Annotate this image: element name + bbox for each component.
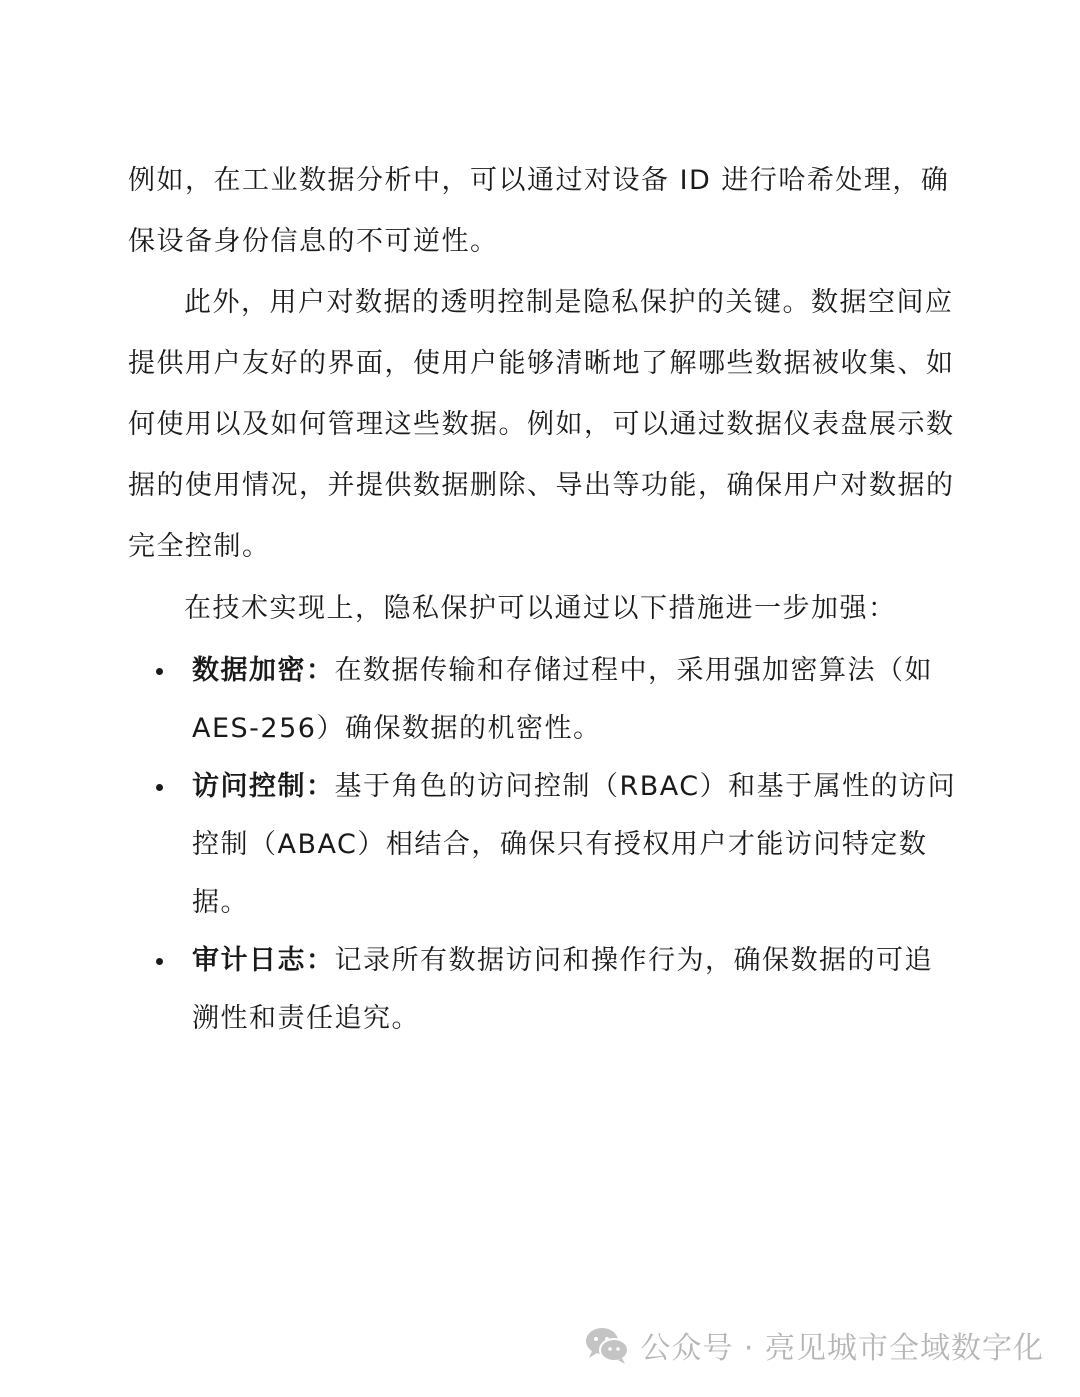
footer-text: 公众号 · 亮见城市全域数字化 — [640, 1331, 1044, 1366]
wechat-icon — [584, 1325, 630, 1365]
paragraph-line: 保设备身份信息的不可逆性。 — [128, 226, 499, 257]
list-item-access-control — [150, 758, 957, 932]
bullet-text: 记录所有数据访问和操作行为，确保数据的可追 — [334, 945, 933, 976]
paragraph-transparency-control — [128, 272, 955, 577]
bullet-text: AES-256）确保数据的机密性。 — [192, 713, 602, 744]
paragraph-line: 何使用以及如何管理这些数据。例如，可以通过数据仪表盘展示数 — [128, 409, 955, 440]
list-item-audit-log — [150, 932, 950, 1048]
bullet-text: 据。 — [192, 887, 249, 918]
paragraph-line: 例如，在工业数据分析中，可以通过对设备 ID 进行哈希处理，确 — [128, 165, 950, 196]
bullet-icon — [156, 668, 163, 675]
bullet-text: 在数据传输和存储过程中，采用强加密算法（如 — [334, 655, 933, 686]
list-item-encryption — [150, 642, 950, 758]
bullet-text: 溯性和责任追究。 — [192, 1003, 420, 1034]
paragraph-line: 此外，用户对数据的透明控制是隐私保护的关键。数据空间应 — [184, 287, 954, 318]
paragraph-line: 提供用户友好的界面，使用户能够清晰地了解哪些数据被收集、如 — [128, 348, 955, 379]
bullet-title: 数据加密： — [192, 655, 335, 686]
paragraph-line: 完全控制。 — [128, 531, 271, 562]
bullet-title: 审计日志： — [192, 945, 335, 976]
bullet-icon — [156, 958, 163, 965]
measures-list — [150, 642, 957, 1048]
bullet-icon — [156, 784, 163, 791]
paragraph-technical-measures — [128, 578, 950, 639]
bullet-title: 访问控制： — [192, 771, 335, 802]
watermark-footer — [584, 1313, 1044, 1377]
bullet-text: 基于角色的访问控制（RBAC）和基于属性的访问 — [334, 771, 957, 802]
bullet-text: 控制（ABAC）相结合，确保只有授权用户才能访问特定数 — [192, 829, 928, 860]
paragraph-hash-example — [128, 150, 950, 272]
paragraph-line: 据的使用情况，并提供数据删除、导出等功能，确保用户对数据的 — [128, 470, 955, 501]
paragraph-line: 在技术实现上，隐私保护可以通过以下措施进一步加强： — [184, 593, 897, 624]
